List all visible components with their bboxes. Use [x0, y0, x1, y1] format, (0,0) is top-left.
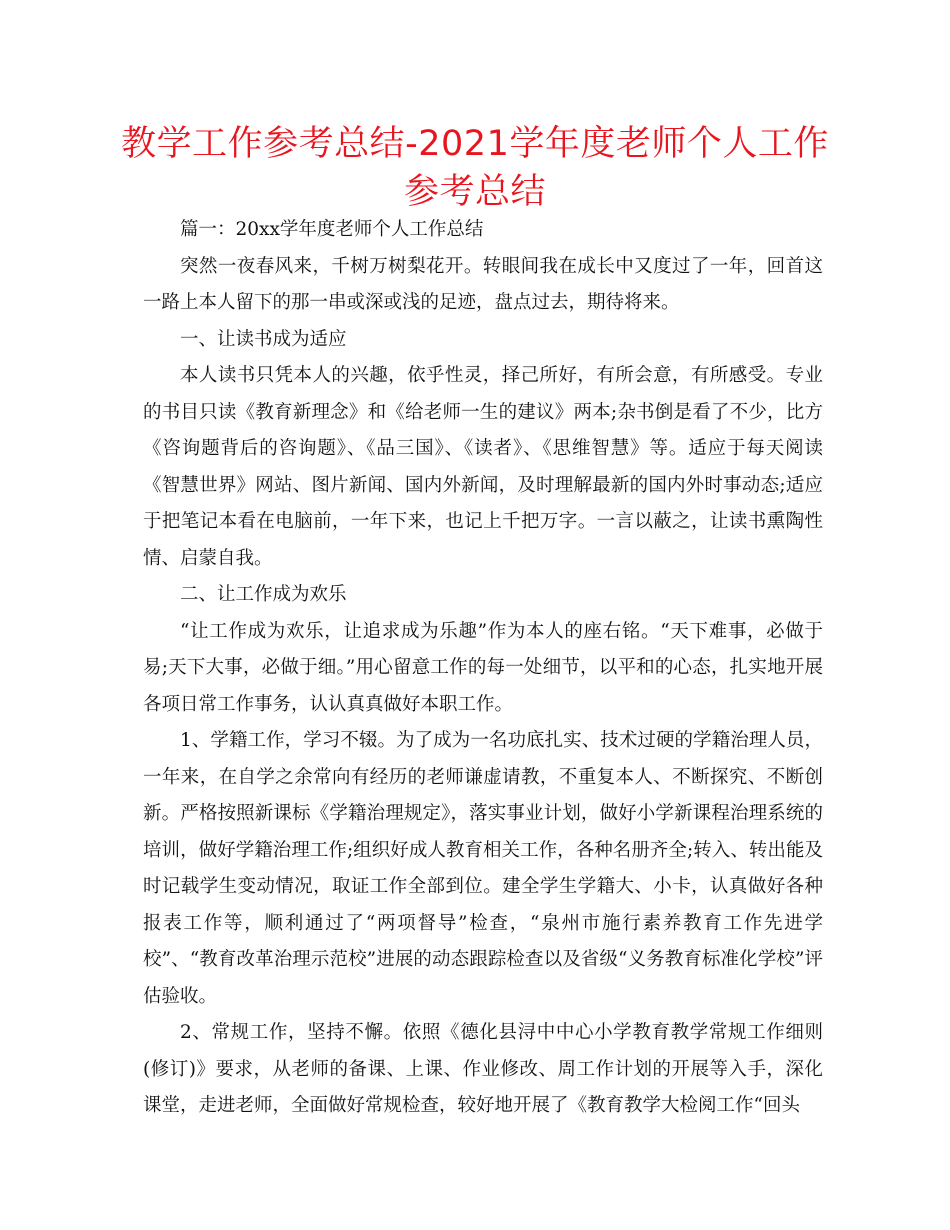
paragraph: 突然一夜春风来，千树万树梨花开。转眼间我在成长中又度过了一年，回首这一路上本人留下的那一串或深或浅的足迹，盘点过去，期待将来。: [143, 255, 823, 313]
paragraph: “让工作成为欢乐，让追求成为乐趣”作为本人的座右铭。“天下难事，必做于易;天下大事，必做于细。”用心留意工作的每一处细节，以平和的心态，扎实地开展各项日常工作事务，认认真真做好本职工作。: [143, 620, 823, 715]
paragraph-heading: 篇一：20xx学年度老师个人工作总结: [180, 219, 484, 240]
document-title: 教学工作参考总结-2021学年度老师个人工作参考总结: [121, 124, 829, 212]
paragraph: 本人读书只凭本人的兴趣，依乎性灵，择己所好，有所会意，有所感受。专业的书目只读《教育新理念》和《给老师一生的建议》两本;杂书倒是看了不少，比方《咨询题背后的咨询题》、《品三国》、《读者》、《思维智慧》等。适应于每天阅读《智慧世界》网站、图片新闻、国内外新闻，及时理解最新的国内外时事动态;适应于把笔记本看在电脑前，一年下来，也记上千把万字。一言以蔽之，让读书熏陶性情、启蒙自我。: [143, 365, 823, 569]
paragraph: 1、学籍工作，学习不辍。为了成为一名功底扎实、技术过硬的学籍治理人员，一年来，在自学之余常向有经历的老师谦虚请教，不重复本人、不断探究、不断创新。严格按照新课标《学籍治理规定》，落实事业计划，做好小学新课程治理系统的培训，做好学籍治理工作;组织好成人教育相关工作，各种名册齐全;转入、转出能及时记载学生变动情况，取证工作全部到位。建全学生学籍大、小卡，认真做好各种报表工作等，顺利通过了“两项督导”检查，“泉州市施行素养教育工作先进学校”、“教育改革治理示范校”进展的动态跟踪检查以及省级“义务教育标准化学校”评估验收。: [143, 730, 823, 1007]
section-heading: 二、让工作成为欢乐: [180, 584, 347, 605]
paragraph: 2、常规工作，坚持不懈。依照《德化县浔中中心小学教育教学常规工作细则(修订)》要求，从老师的备课、上课、作业修改、周工作计划的开展等入手，深化课堂，走进老师，全面做好常规检查，较好地开展了《教育教学大检阅工作“回头: [143, 1022, 823, 1116]
document-body: [143, 212, 823, 1125]
section-heading: 一、让读书成为适应: [180, 328, 347, 350]
